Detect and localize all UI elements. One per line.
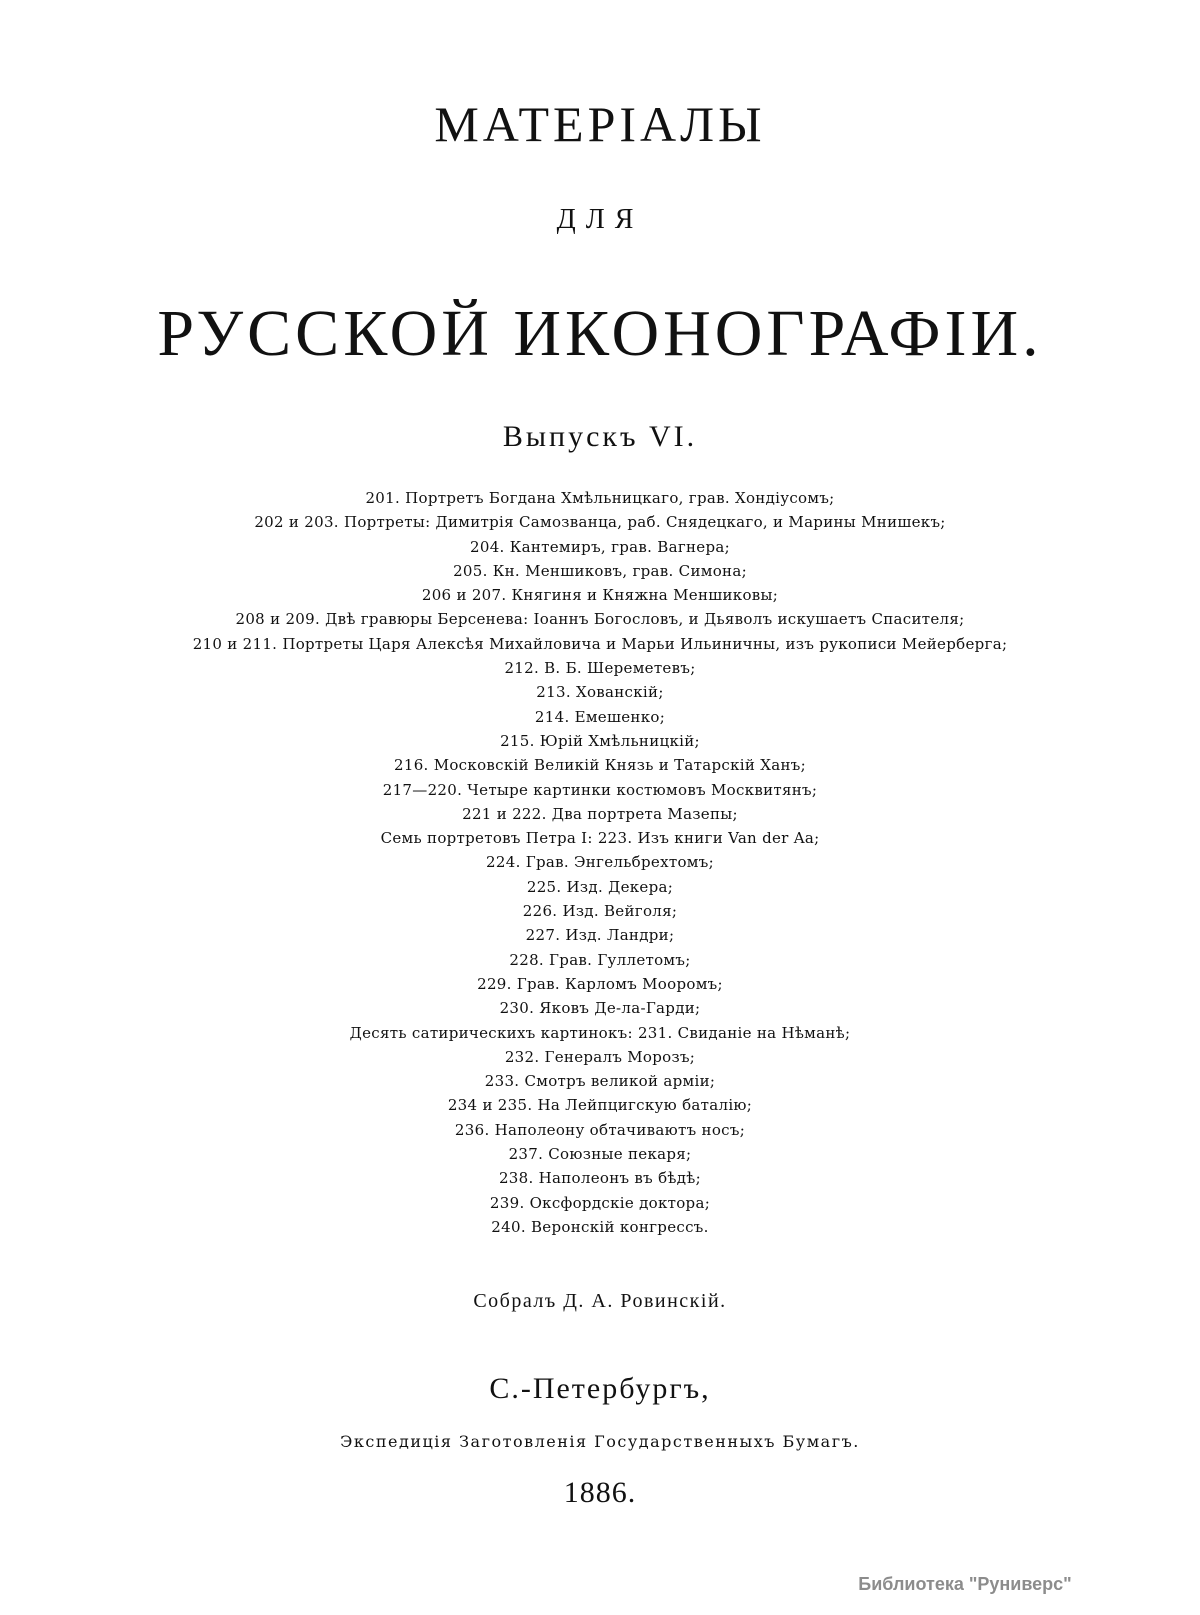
contents-item: 225. Изд. Декера; [526,877,674,896]
contents-item: 201. Портретъ Богдана Хмѣльницкаго, грав. Хондiусомъ; [365,489,835,507]
contents-item: 228. Грав. Гуллетомъ; [509,950,691,969]
contents-item: 234 и 235. На Лейпцигскую баталiю; [447,1096,753,1115]
contents-item: Семь портретовъ Петра I: 223. Изъ книги Van der Aa; [380,829,820,848]
library-watermark: Библиотека "Руниверс" [858,1574,1072,1594]
contents-item: 233. Смотръ великой армiи; [484,1072,716,1091]
contents-item: 215. Юрiй Хмѣльницкiй; [500,731,700,750]
contents-item: 238. Наполеонъ въ бѣдѣ; [498,1169,702,1188]
contents-item: 232. Генералъ Морозъ; [504,1047,696,1066]
contents-item: 237. Союзные пекаря; [508,1145,692,1164]
issue-number: Выпускъ VI. [502,420,698,453]
contents-item: 206 и 207. Княгиня и Княжна Меншиковы; [421,586,779,605]
contents-item: 213. Хованскiй; [536,683,664,702]
contents-item: 202 и 203. Портреты: Димитрiя Самозванца, раб. Снядецкаго, и Марины Мнишекъ; [254,513,946,532]
contents-item: 214. Емешенко; [534,707,666,726]
title-for: ДЛЯ [556,204,644,235]
publication-year: 1886. [563,1476,637,1509]
contents-list [0,486,1200,1239]
contents-item: 240. Веронскiй конгрессъ. [491,1217,709,1236]
contents-item: 236. Наполеону обтачиваютъ носъ; [454,1120,746,1139]
contents-item: 217—220. Четыре картинки костюмовъ Москвитянъ; [382,780,818,799]
contents-item: 210 и 211. Портреты Царя Алексѣя Михайловича и Марьи Ильиничны, изъ рукописи Мейерберга; [192,634,1008,653]
publication-city: С.-Петербургъ, [489,1372,711,1405]
contents-item: 216. Московскiй Великiй Князь и Татарскiй Ханъ; [394,756,806,775]
contents-item: 208 и 209. Двѣ гравюры Берсенева: Iоаннъ Богословъ, и Дьяволъ искушаетъ Спасителя; [235,610,965,629]
contents-item: 205. Кн. Меншиковъ, грав. Симона; [453,561,747,580]
compiler-credit: Собралъ Д. А. Ровинскiй. [473,1290,727,1312]
publisher: Экспедицiя Заготовленiя Государственныхъ Бумагъ. [340,1432,860,1451]
contents-item: 226. Изд. Вейголя; [522,902,678,921]
contents-item: 204. Кантемиръ, грав. Вагнера; [470,537,730,556]
contents-item: 221 и 222. Два портрета Мазепы; [462,804,738,823]
contents-item: 212. В. Б. Шереметевъ; [504,659,696,678]
contents-item: 227. Изд. Ландри; [525,926,675,945]
title-subject: РУССКОЙ ИКОНОГРАФIИ. [157,297,1043,370]
contents-item: Десять сатирическихъ картинокъ: 231. Свиданiе на Нѣманѣ; [349,1023,851,1042]
contents-item: 239. Оксфордскiе доктора; [489,1193,711,1212]
contents-item: 224. Грав. Энгельбрехтомъ; [486,853,714,872]
contents-item: 230. Яковъ Де-ла-Гарди; [499,999,701,1018]
title-main: МАТЕРIАЛЫ [434,96,766,152]
contents-item: 229. Грав. Карломъ Мооромъ; [477,974,723,993]
